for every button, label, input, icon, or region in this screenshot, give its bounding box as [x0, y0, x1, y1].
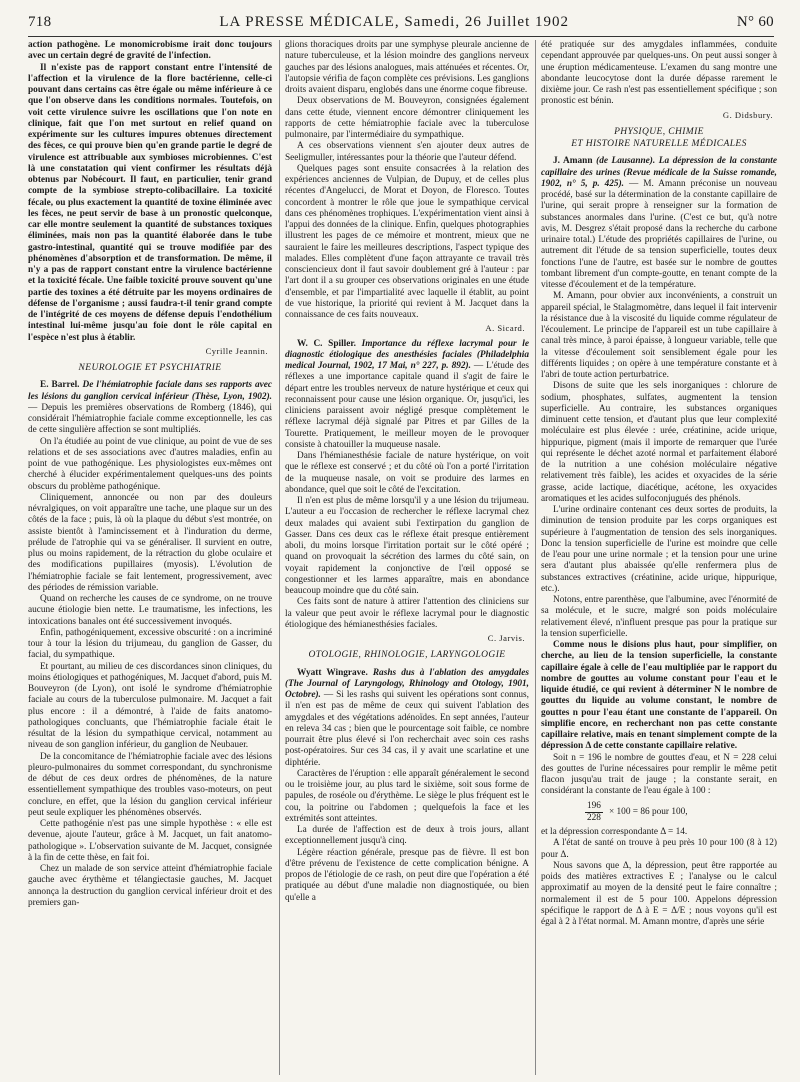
paragraph: Il n'en est plus de même lorsqu'il y a une lésion du trijumeau. L'auteur a eu l'occasion de rechercher le réflexe lacrymal chez deux malades qui avaient subi l'extirpation du ganglion de Gasser. Dans ces deux cas le réflexe était presque entièrement aboli, du moins lorsque l'irritation portait sur le côté opéré ; quand on provoquait la sécrétion des larmes du côté sain, on voyait rapidement la conjonctive de l'œil opposé se congestionner et les larmes apparaître, mais en abondance beaucoup moindre que du côté sain.	[285, 496, 529, 596]
formula	[585, 801, 777, 825]
paragraph: Cliniquement, annoncée ou non par des douleurs névralgiques, on voit apparaître une tache, une plaque sur un des côtés de la face ; puis, là où la plaque du début s'est montrée, on assiste bientôt à l'amincissement et à l'induration du derme, prélude de l'atrophie qui va se généraliser. Il survient en outre, plus ou moins rapidement, de la rétraction du globe oculaire et des modifications pupillaires (myosis). L'évolution de l'hémiatrophie faciale se fait lentement, progressivement, avec des périodes de rémission variable.	[28, 492, 272, 593]
paragraph: Notons, entre parenthèse, que l'albumine, avec l'énormité de sa molécule, et le sucre, malgré son poids moléculaire relativement élevé, n'influent presque pas pour la pratique sur la tension superficielle.	[541, 595, 777, 639]
paragraph: Quelques pages sont ensuite consacrées à la relation des expériences anciennes de Vulpian, de Dupuy, et de celles plus récentes d'Angelucci, de Morat et Doyon, de Floresco. Toutes concordent à montrer le rôle que joue le sympathique cervical dans ces phénomènes trophiques. L'expérimentation vient ainsi à l'appui des données de la clinique. Enfin, quelques photographies illustrent les pages de ce mémoire et montrent, mieux que ne sauraient le faire les meilleures descriptions, l'aspect typique des malades. Elles complètent d'une façon attrayante ce travail très consciencieux dont il faut savoir doublement gré à l'auteur : par l'art dont il a su grouper ces observations originales en une étude d'ensemble, et par l'impartialité avec laquelle il établit, au point de vue historique, la priorité qui revient à M. Jacquet dans la connaissance de ces faits nouveaux.	[285, 163, 529, 320]
signature: C. Jarvis.	[487, 633, 525, 643]
article-title: De l'hémiatrophie faciale dans ses rapports avec les lésions du ganglion cervical inférieur (Thèse, Lyon, 1902).	[28, 380, 272, 402]
paragraph: Deux observations de M. Bouveyron, consignées également dans cette étude, viennent encore démontrer cliniquement les rapports de cette hémiatrophie faciale avec la tuberculose pulmonaire, par l'intermédiaire du sympathique.	[285, 96, 529, 140]
paragraph: A l'état de santé on trouve à peu près 10 pour 100 (8 à 12) pour Δ.	[541, 838, 777, 860]
paragraph: On l'a étudiée au point de vue clinique, au point de vue de ses relations et de ses associations avec d'autres maladies, enfin au point de vue pathogénique. Les physiologistes eux-mêmes ont cherché à élucider expérimentalement quelques-uns des points obscurs du problème pathogénique.	[28, 436, 272, 492]
fraction	[585, 801, 603, 825]
fraction-numerator: 196	[585, 801, 603, 813]
paragraph: De la concomitance de l'hémiatrophie faciale avec des lésions pleuro-pulmonaires du sommet correspondant, du synchronisme de début de ces deux ordres de phénomènes, de la nature essentiellement sympathique des troubles vaso-moteurs, on peut conclure, en effet, que la lésion du ganglion cervical inférieur peut seule expliquer les phénomènes observés.	[28, 751, 272, 818]
signature: A. Sicard.	[485, 323, 525, 334]
paragraph: Enfin, pathogéniquement, excessive obscurité : on a incriminé tour à tour la lésion du trijumeau, du ganglion de Gasser, du facial, du sympathique.	[28, 627, 272, 661]
paragraph: Nous savons que Δ, la dépression, peut être rapportée au poids des matières extractives E ; l'analyse ou le calcul approximatif au moyen de la densité peut le faire connaître ; normalement il est de 5 pour 100. Appelons dépression spécifique le rapport de Δ à E = Δ/E ; nous voyons qu'il est égal à 2 à l'état normal. M. Amann montre, d'après une série	[541, 860, 777, 927]
paragraph: A ces observations viennent s'en ajouter deux autres de Seeligmuller, intéressantes pour la théorie que l'auteur défend.	[285, 141, 529, 163]
article-author: J. Amann	[553, 156, 593, 167]
paragraph: Comme nous le disions plus haut, pour simplifier, on cherche, au lieu de la tension superficielle, la constante capillaire égale à celle de l'eau multipliée par le rapport du nombre de gouttes au volume constant pour l'eau et le liquide étudié, ce qui revient à déterminer N le nombre de gouttes du liquide au volume constant, le nombre de gouttes n pour l'eau étant une constante de l'appareil. On simplifie encore, en recherchant non pas cette constante capillaire relative, mais en tenant simplement compte de la dépression Δ de cette constante capillaire relative.	[541, 640, 777, 752]
article-title: (de Lausanne). La dépression de la constante capillaire des urines (Revue médicale de la Suisse romande, 1902, n° 5, p. 425).	[541, 156, 777, 189]
paragraph: L'urine ordinaire contenant ces deux sortes de produits, la diminution de tension produite par les corps organiques est supérieure à l'augmentation de tension des sels inorganiques. Donc la tension superficielle de l'urine est moindre que celle de l'eau pour une urine normale ; et la tension pour une urine sera d'autant plus abaissée qu'elle renfermera plus de substances extractives (créatinine, acide urique, hippurique, etc.).	[541, 505, 777, 594]
paragraph: Quand on recherche les causes de ce syndrome, on ne trouve aucune étiologie bien nette. Le traumatisme, les infections, les intoxications banales ont été successivement invoqués.	[28, 594, 272, 627]
section-heading: NEUROLOGIE ET PSYCHIATRIE	[78, 363, 222, 373]
column-rule	[279, 40, 280, 1075]
article-author: Wyatt Wingrave.	[297, 667, 368, 678]
article-title: Rashs dus à l'ablation des amygdales (The Journal of Laryngology, Rhinology and Otology, 1901, Octobre).	[285, 667, 529, 700]
article-lead	[285, 668, 529, 769]
paragraph: Disons de suite que les sels inorganiques : chlorure de sodium, phosphates, sulfates, augmentent la tension superficielle. Au contraire, les substances organiques diminuent cette tension, et d'autant plus que leur complexité moléculaire est plus élevée : urée, créatinine, acide urique, hippurique, pigment (mais il importe de remarquer que l'urée qui représente le déchet azoté normal et parfaitement élaboré de la nutrition a une cohésion moléculaire négative relativement très faible), les acides et oxyacides de la série grasse, acide lactique, diacétique, acétone, les oxyacides aromatiques et les acides sulfoconjugués des phénols.	[541, 381, 777, 504]
paragraph: Légère réaction générale, presque pas de fièvre. Il est bon d'être prévenu de l'existence de cette complication bénigne. A propos de l'étiologie de ce rash, on peut dire que l'opération a été pratiquée au début d'une maladie non diagnostiquée, ou bien qu'elle a	[285, 847, 529, 903]
article-lead	[541, 156, 777, 291]
paragraph: Et pourtant, au milieu de ces discordances sinon cliniques, du moins étiologiques et pathogéniques, M. Jacquet d'abord, puis M. Bouveyron (de Lyon), ont isolé le syndrome d'hémiatrophie faciale au cours de la tuberculose pulmonaire. M. Jacquet a fait plus encore : il a démontré, à l'aide de faits anatomo-pathologiques concluants, que l'hémiatrophie faciale était le résultat de la lésion du sympathique cervical, notamment au niveau de son ganglion inférieur, du ganglion de Neubauer.	[28, 661, 272, 751]
paragraph: M. Amann, pour obvier aux inconvénients, a construit un appareil spécial, le Stalagmomètre, dans lequel il fait intervenir la résistance due à la viscosité du liquide comme régulateur de l'écoulement. Le principe de l'appareil est un tube capillaire à canal très mince, à paroi épaisse, à longueur variable, telle que la vitesse d'écoulement soit sensiblement égale pour les différents liquides ; on opère à une température constante et à l'abri de toute action perturbatrice.	[541, 291, 777, 380]
paragraph: glions thoraciques droits par une symphyse pleurale ancienne de nature tuberculeuse, et la lésion moindre des ganglions nerveux gauches par des lésions analogues, mais atténuées et récentes. Or, l'autopsie vérifia de façon complète ces prévisions. Les ganglions droits avaient disparu, englobés dans une énorme coque fibreuse.	[285, 40, 529, 95]
article-author: E. Barrel.	[40, 380, 80, 391]
paragraph: Ces faits sont de nature à attirer l'attention des cliniciens sur la valeur que peut avoir le réflexe lacrymal pour le diagnostic étiologique des hémianesthésies faciales.	[285, 597, 529, 630]
article-lead	[28, 380, 272, 436]
section-heading: OTOLOGIE, RHINOLOGIE, LARYNGOLOGIE	[308, 650, 506, 661]
fraction-denominator: 228	[587, 812, 601, 823]
column-3	[541, 40, 777, 1075]
page-header	[28, 14, 774, 37]
article-author: W. C. Spiller.	[297, 338, 356, 349]
paragraph: et la dépression correspondante Δ = 14.	[541, 827, 688, 837]
formula-result: × 100 = 86 pour 100,	[608, 806, 688, 817]
signature: Cyrille Jeannin.	[205, 345, 268, 356]
article-body: — Si les rashs qui suivent les opérations sont connus, il n'en est pas de même de ceux qui suivent l'ablation des amygdales et des végétations adénoïdes. En sept années, l'auteur en releva 34 cas ; bien que le pourcentage soit faible, ce nombre pourrait être plus élevé si l'on recherchait avec soin ces rashs post-opératoires. Sur ces 34 cas, il y avait une scarlatine et une diphtérie.	[285, 690, 529, 768]
column-rule	[535, 40, 536, 1075]
paragraph: Il n'existe pas de rapport constant entre l'intensité de l'affection et la virulence de la flore bactérienne, celle-ci pouvant dans certains cas être égale ou même inférieure à ce que l'on observe dans les conditions normales. Toutefois, on voit cette virulence suivre les oscillations que l'on note en clinique, fait que l'on met surtout en relief quand on expérimente sur les cultures impures obtenues directement des fèces, ce qui prouve bien qu'en grande partie le degré de virulence est attribuable aux symbioses microbiennes. C'est là une constatation qui vient confirmer les résultats déjà obtenus par Nobécourt. Il faut, en particulier, tenir grand compte de la symbiose strepto-colibacillaire. La toxicité fécale, ou plus exactement la quantité de toxine éliminée avec les fèces, ne peut servir de base à un pronostic quelconque, car elle montre seulement la quantité de substances toxiques éliminées, mais non pas la quantité élaborée dans le tube gastro-intestinal, quantité qui se trouve modifiée par des phénomènes d'absorption et de transformation. De même, il n'y a pas de rapport constant entre la virulence bactérienne et la toxicité fécale. Une faible toxicité prouve souvent qu'une partie des toxines a été détruite par les moyens ordinaires de défense de l'organisme ; aussi faudra-t-il tenir grand compte de l'intégrité de ces moyens de défense depuis l'endothélium intestinal lui-même jusqu'au foie dont le rôle capital en l'espèce n'est plus à établir.	[28, 62, 272, 343]
article-title: Importance du réflexe lacrymal pour le diagnostic étiologique des anesthésies faciales (Philadelphia medical Journal, 1902, 17 Mai, n° 227, p. 892).	[285, 338, 529, 371]
paragraph: été pratiquée sur des amygdales inflammées, conduite cependant approuvée par quelques-uns. On peut aussi songer à une éruption médicamenteuse. L'examen du sang montre une abondante leucocytose dont la durée dépasse rarement le dixième jour. Ce rash n'est pas essentiellement spécifique ; son pronostic est bénin.	[541, 40, 777, 107]
article-lead	[285, 339, 529, 452]
journal-title: LA PRESSE MÉDICALE, Samedi, 26 Juillet 1902	[219, 14, 569, 30]
paragraph: action pathogène. Le monomicrobisme irait donc toujours avec un certain degré de gravité de l'infection.	[28, 40, 272, 62]
section-heading: PHYSIQUE, CHIMIE	[614, 126, 704, 137]
column-1	[28, 40, 272, 1075]
issue-number: N° 60	[736, 14, 774, 30]
page-number: 718	[28, 14, 52, 30]
paragraph: La durée de l'affection est de deux à trois jours, allant exceptionnellement jusqu'à cinq.	[285, 825, 529, 847]
signature: G. Didsbury.	[722, 109, 773, 120]
paragraph: Dans l'hémianesthésie faciale de nature hystérique, on voit que le réflexe est conservé ; et du côté où l'on a porté l'irritation de la muqueuse nasale, on voit se produire des larmes en abondance, quel que soit le côté de l'excitation.	[285, 451, 529, 495]
article-body: — M. Amann préconise un nouveau procédé, basé sur la détermination de la constante capillaire de l'urine, qui serait propre à renseigner sur la formation de substances anormales dans l'urine. (C'est ce but, qu'à notre avis, M. Desgrez s'était proposé dans la recherche du carbone urinaire total.) L'étude des propriétés capillaires de l'urine, ou autrement dit l'étude de sa tension superficielle, toutes deux fonctions l'une de l'autre, est basée sur le nombre de gouttes tombant librement d'un compte-goutte, en tenant compte de la vitesse d'écoulement et de la température.	[541, 178, 777, 290]
column-2	[285, 40, 529, 1075]
article-body: — Depuis les premières observations de Romberg (1846), qui considérait l'hémiatrophie faciale comme exceptionnelle, les cas de cette singulière affection se sont multipliés.	[28, 402, 272, 436]
paragraph: Soit n = 196 le nombre de gouttes d'eau, et N = 228 celui des gouttes de l'urine nécessaires pour remplir le même petit flacon jusqu'au trait de jauge ; la constante serait, en considérant la constante de l'eau égale à 100 :	[541, 752, 777, 797]
paragraph: Cette pathogénie n'est pas une simple hypothèse : « elle est devenue, ajoute l'auteur, grâce à M. Jacquet, un fait anatomo-pathologique ». L'observation suivante de M. Jacquet, consignée à la fin de cette thèse, en fait foi.	[28, 819, 272, 863]
section-heading: ET HISTOIRE NATURELLE MÉDICALES	[571, 139, 747, 149]
paragraph: Chez un malade de son service atteint d'hémiatrophie faciale gauche avec érythème et télangiectasie gauches, M. Jacquet annonça la destruction du ganglion cervical inférieur droit et des premiers gan-	[28, 864, 272, 908]
paragraph: Caractères de l'éruption : elle apparaît généralement le second ou le troisième jour, au plus tard le sixième, soit sous forme de papules, de roséole ou d'érythème. Le siège le plus fréquent est le cou, la poitrine ou l'abdomen ; quelquefois la face et les extrémités sont atteintes.	[285, 768, 529, 824]
article-body: — L'étude des réflexes a une importance capitale quand il s'agit de faire le départ entre les troubles nerveux de nature hystérique et ceux qui reconnaissent pour cause une lésion organique. Or, jusqu'ici, les cliniciens paraissent avoir négligé presque complètement le réflexe lacrymal déjà signalé par Pitres et par Gilles de la Tourette. Pratiquement, le meilleur moyen de le provoquer consiste à chatouiller la muqueuse nasale.	[285, 361, 529, 450]
